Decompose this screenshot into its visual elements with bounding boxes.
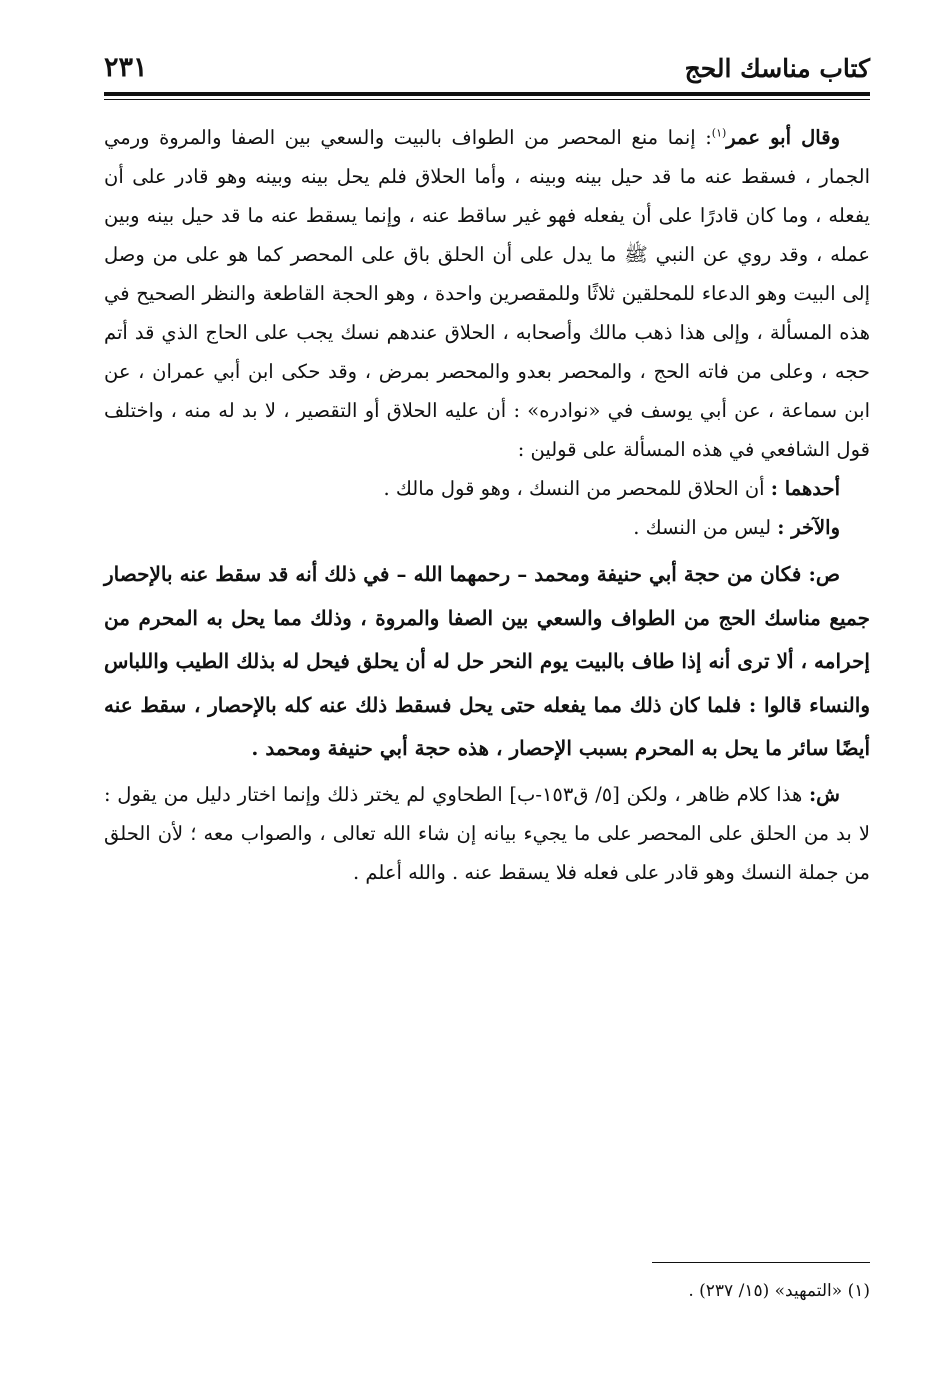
paragraph-second-opinion — [104, 508, 870, 547]
paragraph-lead: أحدهما : — [770, 477, 840, 500]
page-number: ٢٣١ — [104, 52, 148, 83]
paragraph-lead: والآخر : — [777, 516, 840, 539]
footnote-separator — [652, 1262, 870, 1263]
paragraph-lead: ش: — [808, 782, 840, 806]
paragraph-lead: وقال أبو عمر — [726, 126, 840, 149]
paragraph-text: فكان من حجة أبي حنيفة ومحمد – رحمهما الله – في ذلك أنه قد سقط عنه بالإحصار جميع مناسك الحج من الطواف والسعي بين الصفا والمروة ، وذلك مما يحل به المحرم من إحرامه ، ألا ترى أنه إذا طاف بالبيت يوم النحر حل له أن يحلق فيحل له بذلك الطيب واللباس والنساء قالوا : فلما كان ذلك مما يفعله حتى يحل فسقط ذلك عنه كله بالإحصار ، سقط عنه أيضًا سائر ما يحل به المحرم بسبب الإحصار ، هذه حجة أبي حنيفة ومحمد . — [104, 562, 870, 760]
main-text — [104, 118, 870, 892]
footnote: (١) «التمهيد» (١٥/ ٢٣٧) . — [688, 1281, 870, 1301]
paragraph-lead: ص: — [808, 562, 840, 586]
paragraph-text: : إنما منع المحصر من الطواف بالبيت والسعي بين الصفا والمروة ورمي الجمار ، فسقط عنه ما قد حيل بينه وبينه ، وأما الحلاق فلم يحل بينه وبينه وهو قادر على أن يفعله ، وما كان قادرًا على أن يفعله فهو غير ساقط عنه ، وإنما يسقط عنه ما قد حيل بينه وبين عمله ، وقد روي عن النبي ﷺ ما يدل على أن الحلق باق على المحصر كما هو على من وصل إلى البيت وهو الدعاء للمحلقين ثلاثًا وللمقصرين واحدة ، وهو الحجة القاطعة والنظر الصحيح في هذه المسألة ، وإلى هذا ذهب مالك وأصحابه ، الحلاق عندهم نسك يجب على الحاج الذي قد أتم حجه ، وعلى من فاته الحج ، والمحصر بعدو والمحصر بمرض ، وقد حكى ابن أبي عمران ، عن ابن سماعة ، عن أبي يوسف في «نوادره» : أن عليه الحلاق أو التقصير ، لا بد له منه ، واختلف قول الشافعي في هذه المسألة على قولين : — [104, 126, 870, 461]
paragraph-matn — [104, 553, 870, 771]
paragraph-text: أن الحلاق للمحصر من النسك ، وهو قول مالك . — [383, 477, 771, 500]
header-rule-thin — [104, 99, 870, 100]
running-title: كتاب مناسك الحج — [684, 54, 870, 83]
page-header — [104, 50, 870, 92]
paragraph-abu-umar — [104, 118, 870, 469]
paragraph-first-opinion — [104, 469, 870, 508]
header-rule-thick — [104, 92, 870, 96]
footnote-reference: (١) — [711, 126, 727, 140]
paragraph-sharh — [104, 775, 870, 892]
paragraph-text: ليس من النسك . — [633, 516, 778, 539]
paragraph-text: هذا كلام ظاهر ، ولكن [٥/ ق١٥٣-ب] الطحاوي لم يختر ذلك وإنما اختار دليل من يقول : لا بد من الحلق على المحصر على ما يجيء بيانه إن شاء الله تعالى ، والصواب معه ؛ لأن الحلق من جملة النسك وهو قادر على فعله فلا يسقط عنه . والله أعلم . — [104, 782, 870, 884]
